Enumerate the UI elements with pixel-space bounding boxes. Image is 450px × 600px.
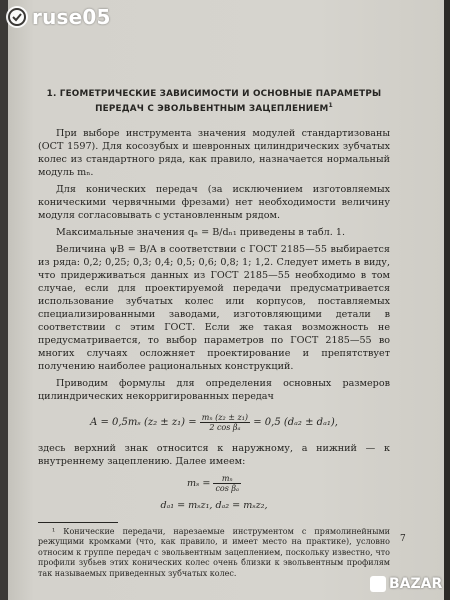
heading-line-2: ПЕРЕДАЧ С ЭВОЛЬВЕНТНЫМ ЗАЦЕПЛЕНИЕМ — [95, 103, 329, 114]
formula-fraction — [200, 413, 250, 432]
formula-module — [38, 474, 390, 493]
footnote-divider — [38, 522, 118, 523]
paragraph-6: здесь верхний знак относится к наружному, а нижний — к внутреннему зацеплению. Далее имеем: — [38, 442, 390, 467]
heading-footnote-mark: 1 — [328, 102, 333, 109]
paragraph-1: При выборе инструмента значения модулей стандартизованы (ОСТ 1597). Для косозубых и шевронных цилиндрических зубчатых колес из стандартного ряда, как правило, назначается нормальный модуль mₙ. — [38, 127, 390, 178]
book-page — [8, 0, 444, 600]
badge-icon — [4, 4, 30, 30]
formula-right: = 0,5 (dₐ₂ ± dₐ₁), — [253, 416, 338, 428]
formula-left: A = 0,5mₛ (z₂ ± z₁) = — [90, 416, 197, 428]
background-edge — [444, 0, 450, 600]
page-content — [38, 88, 390, 579]
formula2-fraction — [213, 474, 241, 493]
section-heading — [38, 88, 390, 115]
heading-line-1: 1. ГЕОМЕТРИЧЕСКИЕ ЗАВИСИМОСТИ И ОСНОВНЫЕ ПАРАМЕТРЫ — [46, 89, 382, 99]
formula-center-distance — [38, 413, 390, 432]
fraction-numerator: mₙ (z₂ ± z₁) — [201, 412, 249, 422]
formula2-left: mₛ = — [186, 477, 211, 489]
paragraph-3: Максимальные значения qₙ = B/dₙ₁ приведены в табл. 1. — [56, 226, 345, 238]
corner-logo-text: BAZAR — [389, 576, 443, 592]
paragraph-5: Приводим формулы для определения основных размеров цилиндрических некорригированных передач — [38, 377, 390, 402]
watermark — [4, 2, 111, 32]
watermark-text: ruse05 — [32, 5, 111, 29]
footnote: ¹ Конические передачи, нарезаемые инструментом с прямолинейными режущими кромками (что, как правило, и имеет место на практике), условно относим к группе передач с эвольвентным зацеплением, поскольку известно, что профили зубьев этих конических колес очень близки к эвольвентным профилям так называемых приведенных зубчатых колес. — [38, 526, 390, 578]
formula2-numerator: mₙ — [213, 474, 241, 484]
page-number: 7 — [400, 534, 406, 544]
formula-diameters: dₐ₁ = mₛz₁, dₐ₂ = mₛz₂, — [160, 499, 268, 511]
paragraph-4: Величина ψB = B/A в соответствии с ГОСТ 2185—55 выбирается из ряда: 0,2; 0,25; 0,3; 0,4; 0,5; 0,6; 0,8; 1; 1,2. Следует иметь в виду, что придерживаться данных из ГОСТ 2185—55 необходимо в том случае, если для проектируемой передачи предусматривается использование зубчатых колес или корпусов, поставляемых специализированными заводами, изготовляющими детали в соответствии с этим ГОСТ. Если же такая возможность не предусматривается, то выбор параметров по ГОСТ 2185—55 во многих случаях осложняет проектирование и препятствует получению наиболее рациональных конструкций. — [38, 243, 390, 372]
fraction-denominator: 2 cos βₐ — [209, 422, 241, 432]
formula2-denominator: cos βₐ — [215, 483, 240, 493]
bazar-logo-icon — [370, 576, 386, 592]
corner-logo — [370, 576, 442, 592]
paragraph-2: Для конических передач (за исключением изготовляемых коническими червячными фрезами) нет необходимости величину модуля согласовывать с установленным рядом. — [38, 183, 390, 221]
